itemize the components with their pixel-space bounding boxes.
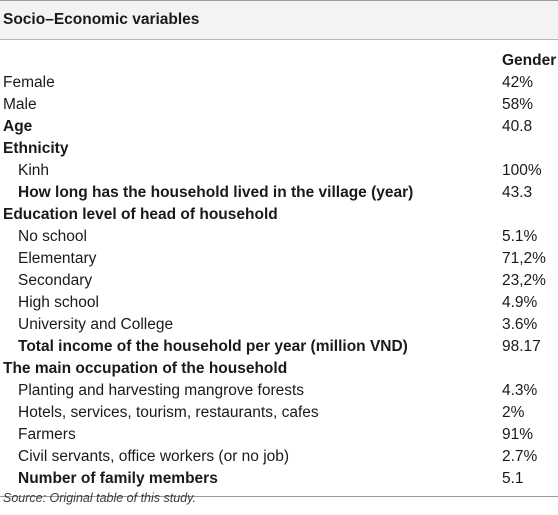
row-value: 4.3% xyxy=(502,382,538,399)
table-row xyxy=(0,182,558,204)
table-row xyxy=(0,424,558,446)
table-row xyxy=(0,72,558,94)
row-value: 100% xyxy=(502,162,542,179)
table-row xyxy=(0,358,558,380)
row-label: Civil servants, office workers (or no job) xyxy=(18,448,290,465)
table-row xyxy=(0,138,558,160)
row-value: 4.9% xyxy=(502,294,538,311)
table-row xyxy=(0,468,558,490)
table-row xyxy=(0,160,558,182)
table-body xyxy=(0,72,558,490)
row-label: Hotels, services, tourism, restaurants, cafes xyxy=(18,404,319,421)
row-value: 5.1% xyxy=(502,228,538,245)
table-row xyxy=(0,94,558,116)
row-label: How long has the household lived in the village (year) xyxy=(18,184,414,201)
row-value: 2.7% xyxy=(502,448,538,465)
source-note: Source: Original table of this study. xyxy=(3,491,196,505)
row-value: 58% xyxy=(502,96,534,113)
row-label: Planting and harvesting mangrove forests xyxy=(18,382,305,399)
row-label: Kinh xyxy=(18,162,50,179)
row-label: No school xyxy=(18,228,87,245)
row-label: Number of family members xyxy=(18,470,218,487)
table-row xyxy=(0,336,558,358)
row-value: 42% xyxy=(502,74,534,91)
row-label: Ethnicity xyxy=(3,140,69,157)
row-label: Education level of head of household xyxy=(3,206,278,223)
table-row xyxy=(0,270,558,292)
row-value: 5.1 xyxy=(502,470,524,487)
row-value: 40.8 xyxy=(502,118,533,135)
table-row xyxy=(0,402,558,424)
row-value: 91% xyxy=(502,426,534,443)
row-label: University and College xyxy=(18,316,174,333)
table-header-row xyxy=(0,40,558,72)
table-row xyxy=(0,446,558,468)
table-row xyxy=(0,248,558,270)
row-label: Elementary xyxy=(18,250,97,267)
row-value: 2% xyxy=(502,404,525,421)
row-label: Female xyxy=(3,74,55,91)
row-label: Male xyxy=(3,96,37,113)
table-row xyxy=(0,116,558,138)
table-row xyxy=(0,380,558,402)
column-header-gender: Gender xyxy=(502,52,557,69)
table-row xyxy=(0,226,558,248)
row-label: Farmers xyxy=(18,426,76,443)
row-value: 71,2% xyxy=(502,250,546,267)
table-row xyxy=(0,292,558,314)
row-label: The main occupation of the household xyxy=(3,360,288,377)
table-row xyxy=(0,314,558,336)
row-value: 23,2% xyxy=(502,272,546,289)
row-value: 43.3 xyxy=(502,184,533,201)
table-row xyxy=(0,204,558,226)
row-label: High school xyxy=(18,294,99,311)
row-label: Age xyxy=(3,118,33,135)
table-title: Socio–Economic variables xyxy=(0,0,558,40)
row-value: 3.6% xyxy=(502,316,538,333)
row-label: Total income of the household per year (million VND) xyxy=(18,338,408,355)
row-label: Secondary xyxy=(18,272,93,289)
row-value: 98.17 xyxy=(502,338,541,355)
